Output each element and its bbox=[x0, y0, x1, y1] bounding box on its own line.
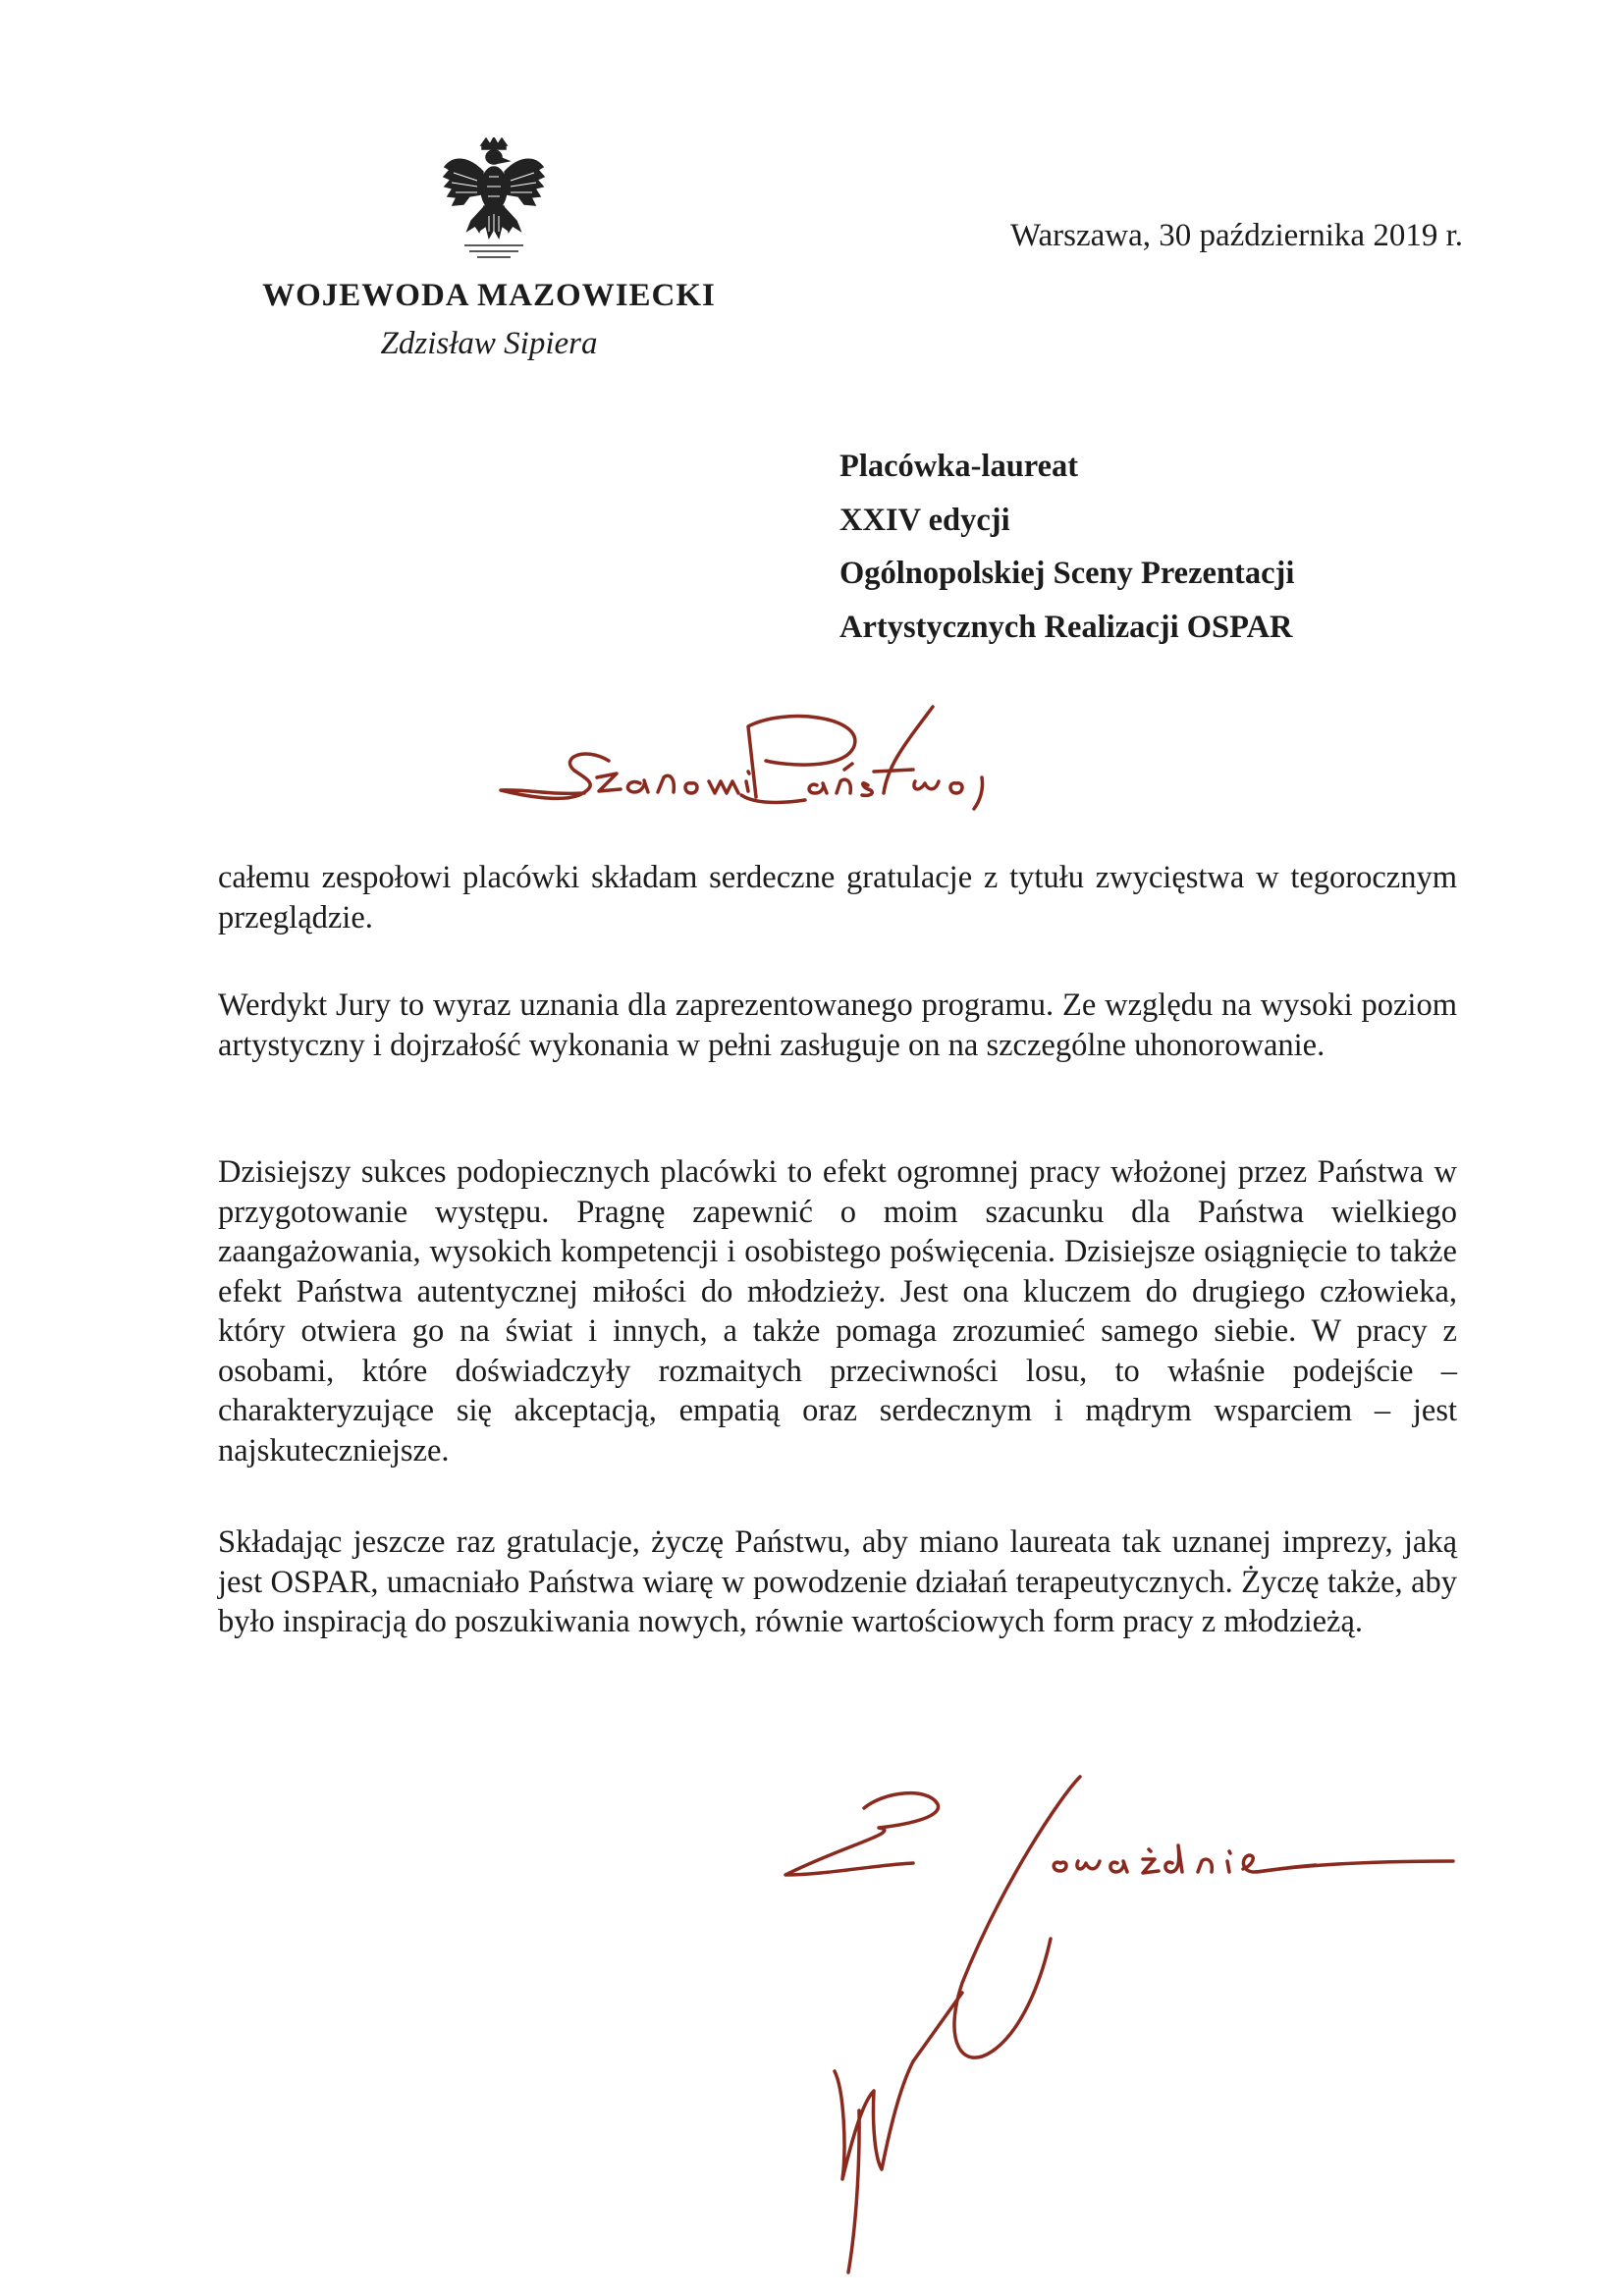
eagle-emblem-icon bbox=[440, 137, 548, 265]
official-name: Zdzisław Sipiera bbox=[380, 326, 598, 361]
handwritten-signature bbox=[766, 1737, 1512, 2287]
recipient-block bbox=[839, 440, 1294, 654]
office-title: WOJEWODA MAZOWIECKI bbox=[262, 278, 716, 313]
body-paragraph: Werdykt Jury to wyraz uznania dla zaprezentowanego programu. Ze względu na wysoki poziom artystyczny i dojrzałość wykonania w pełni zasługuje on na szczególne uhonorowanie. bbox=[218, 988, 1457, 1063]
date-line: Warszawa, 30 października 2019 r. bbox=[1010, 218, 1463, 253]
recipient-line: Artystycznych Realizacji OSPAR bbox=[839, 609, 1293, 645]
body-paragraph: Składając jeszcze raz gratulacje, życzę Państwu, aby miano laureata tak uznanej imprezy, jaką jest OSPAR, umacniało Państwa wiarę w powodzenie działań terapeutycznych. Życzę także, aby było inspiracją do poszukiwania nowych, równie wartościowych form pracy z młodzieżą. bbox=[218, 1524, 1457, 1639]
recipient-line: Placówka-laureat bbox=[839, 449, 1079, 484]
body-paragraph: całemu zespołowi placówki składam serdeczne gratulacje z tytułu zwycięstwa w tegorocznym przeglądzie. bbox=[218, 860, 1457, 935]
handwritten-greeting bbox=[491, 687, 1237, 844]
recipient-line: XXIV edycji bbox=[839, 502, 1010, 538]
body-paragraph: Dzisiejszy sukces podopiecznych placówki to efekt ogromnej pracy włożonej przez Państwa w przygotowanie występu. Pragnę zapewnić o moim szacunku dla Państwa wielkiego zaangażowania, wysokich kompetencji i osobistego poświęcenia. Dzisiejsze osiągnięcie to także efekt Państwa autentycznej miłości do młodzieży. Jest ona kluczem do drugiego człowieka, który otwiera go na świat i innych, a także pomaga zrozumieć samego siebie. W pracy z osobami, które doświadczyły rozmaitych przeciwności losu, to właśnie podejście – charakteryzujące się akceptacją, empatią oraz serdecznym i mądrym wsparciem – jest najskuteczniejsze. bbox=[218, 1154, 1457, 1468]
sender-block bbox=[224, 278, 754, 362]
recipient-line: Ogólnopolskiej Sceny Prezentacji bbox=[839, 556, 1295, 591]
